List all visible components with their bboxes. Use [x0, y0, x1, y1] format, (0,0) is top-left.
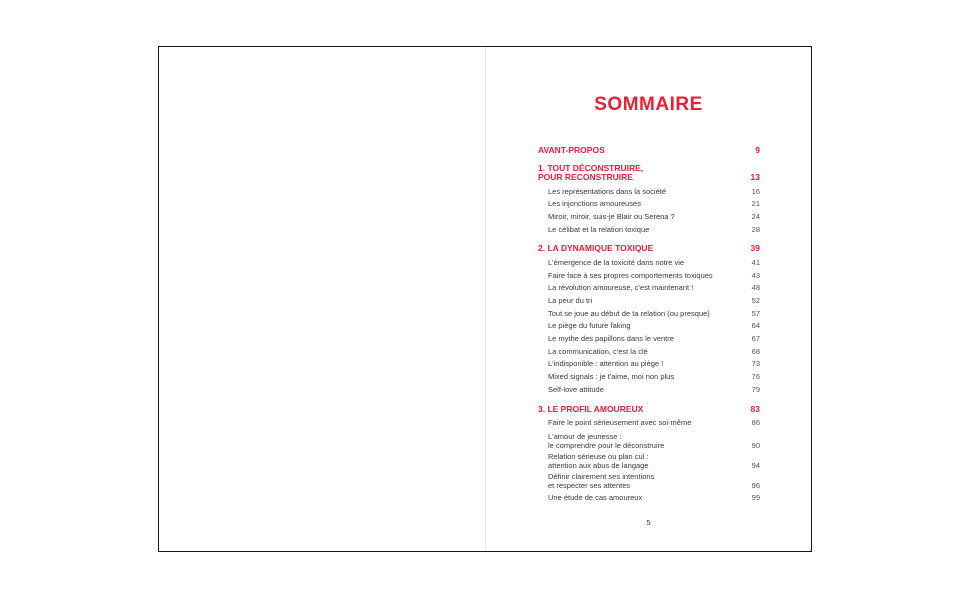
toc-entry-page: 90: [751, 440, 760, 450]
toc-entry: [538, 308, 760, 321]
toc-entry: [538, 432, 760, 450]
toc-entry-page: 94: [751, 460, 760, 470]
toc-entry-page: 57: [751, 308, 760, 318]
page-title: SOMMAIRE: [594, 94, 703, 115]
toc-entry: [538, 472, 760, 490]
toc-entry-title: Définir clairement ses intentions et respecter ses attentes: [548, 471, 655, 490]
table-of-contents: [538, 146, 760, 504]
toc-entry-page: 76: [751, 372, 760, 382]
toc-section-page: 39: [750, 243, 760, 254]
toc-entry-title: L'amour de jeunesse : le comprendre pour le déconstruire: [548, 431, 665, 450]
toc-entry-title: Miroir, miroir, suis-je Blair ou Serena ?: [548, 211, 675, 221]
toc-entry-title: Une étude de cas amoureux: [548, 492, 643, 502]
toc-entry-page: 86: [751, 418, 760, 428]
toc-section-page: 9: [755, 145, 760, 155]
toc-entry: [538, 282, 760, 295]
toc-entry-page: 43: [751, 270, 760, 280]
toc-section-title: 1. TOUT DÉCONSTRUIRE, POUR RECONSTRUIRE: [538, 162, 644, 182]
toc-entry-page: 68: [751, 346, 760, 356]
toc-entry-title: L'émergence de la toxicité dans notre vie: [548, 257, 685, 267]
toc-section: [538, 405, 760, 415]
toc-entry-title: Le mythe des papillons dans le ventre: [548, 334, 674, 344]
right-page: [486, 47, 811, 551]
toc-entry-page: 64: [751, 321, 760, 331]
toc-entry-title: La communication, c'est la clé: [548, 346, 648, 356]
toc-entry-page: 21: [751, 199, 760, 209]
toc-entry-page: 28: [751, 224, 760, 234]
toc-entry: [538, 452, 760, 470]
toc-entry-title: Le piège du future faking: [548, 321, 631, 331]
toc-entry: [538, 257, 760, 270]
toc-entry-title: Les injonctions amoureuses: [548, 199, 641, 209]
toc-section: [538, 244, 760, 254]
toc-entry-page: 99: [751, 492, 760, 502]
toc-entry-page: 41: [751, 257, 760, 267]
toc-entry-title: Les représentations dans la société: [548, 186, 666, 196]
toc-entry-title: Le célibat et la relation toxique: [548, 224, 650, 234]
toc-entry: [538, 270, 760, 283]
toc-section-page: 83: [750, 403, 760, 414]
toc-entry-title: Tout se joue au début de ta relation (ou presque): [548, 308, 710, 318]
toc-entry-page: 16: [751, 186, 760, 196]
toc-entry-title: Faire le point sérieusement avec soi-même: [548, 418, 692, 428]
toc-entry-page: 24: [751, 211, 760, 221]
toc-entry-page: 67: [751, 334, 760, 344]
toc-entry-title: L'indisponible : attention au piège !: [548, 359, 664, 369]
toc-entry-page: 52: [751, 295, 760, 305]
toc-entry: [538, 198, 760, 211]
toc-entry-page: 48: [751, 283, 760, 293]
toc-entry: [538, 320, 760, 333]
toc-entry-title: La peur du tri: [548, 295, 593, 305]
toc-entry: [538, 371, 760, 384]
toc-entry-page: 96: [751, 480, 760, 490]
toc-section-title: AVANT-PROPOS: [538, 145, 605, 155]
toc-section-title: 3. LE PROFIL AMOUREUX: [538, 403, 644, 414]
toc-entry: [538, 358, 760, 371]
toc-entry: [538, 333, 760, 346]
toc-entry-title: Self-love attitude: [548, 384, 604, 394]
toc-entry: [538, 492, 760, 505]
toc-entry: [538, 224, 760, 237]
left-page-blank: [159, 47, 485, 551]
toc-entry-title: Relation sérieuse ou plan cul : attention aux abus de langage: [548, 451, 649, 470]
toc-entry-page: 79: [751, 384, 760, 394]
toc-entry-title: Faire face à ses propres comportements toxiques: [548, 270, 713, 280]
toc-entry-title: Mixed signals : je t'aime, moi non plus: [548, 372, 675, 382]
toc-entry: [538, 186, 760, 199]
toc-entry: [538, 295, 760, 308]
toc-entry: [538, 384, 760, 397]
toc-entry: [538, 211, 760, 224]
toc-entry: [538, 346, 760, 359]
toc-entry-page: 73: [751, 359, 760, 369]
toc-section: [538, 146, 760, 156]
toc-section: [538, 164, 760, 183]
book-spread: [158, 46, 812, 552]
toc-section-title: 2. LA DYNAMIQUE TOXIQUE: [538, 243, 654, 254]
page-number: 5: [646, 518, 651, 527]
toc-entry: [538, 417, 760, 430]
toc-entry-title: La révolution amoureuse, c'est maintenant !: [548, 283, 694, 293]
toc-section-page: 13: [750, 172, 760, 182]
